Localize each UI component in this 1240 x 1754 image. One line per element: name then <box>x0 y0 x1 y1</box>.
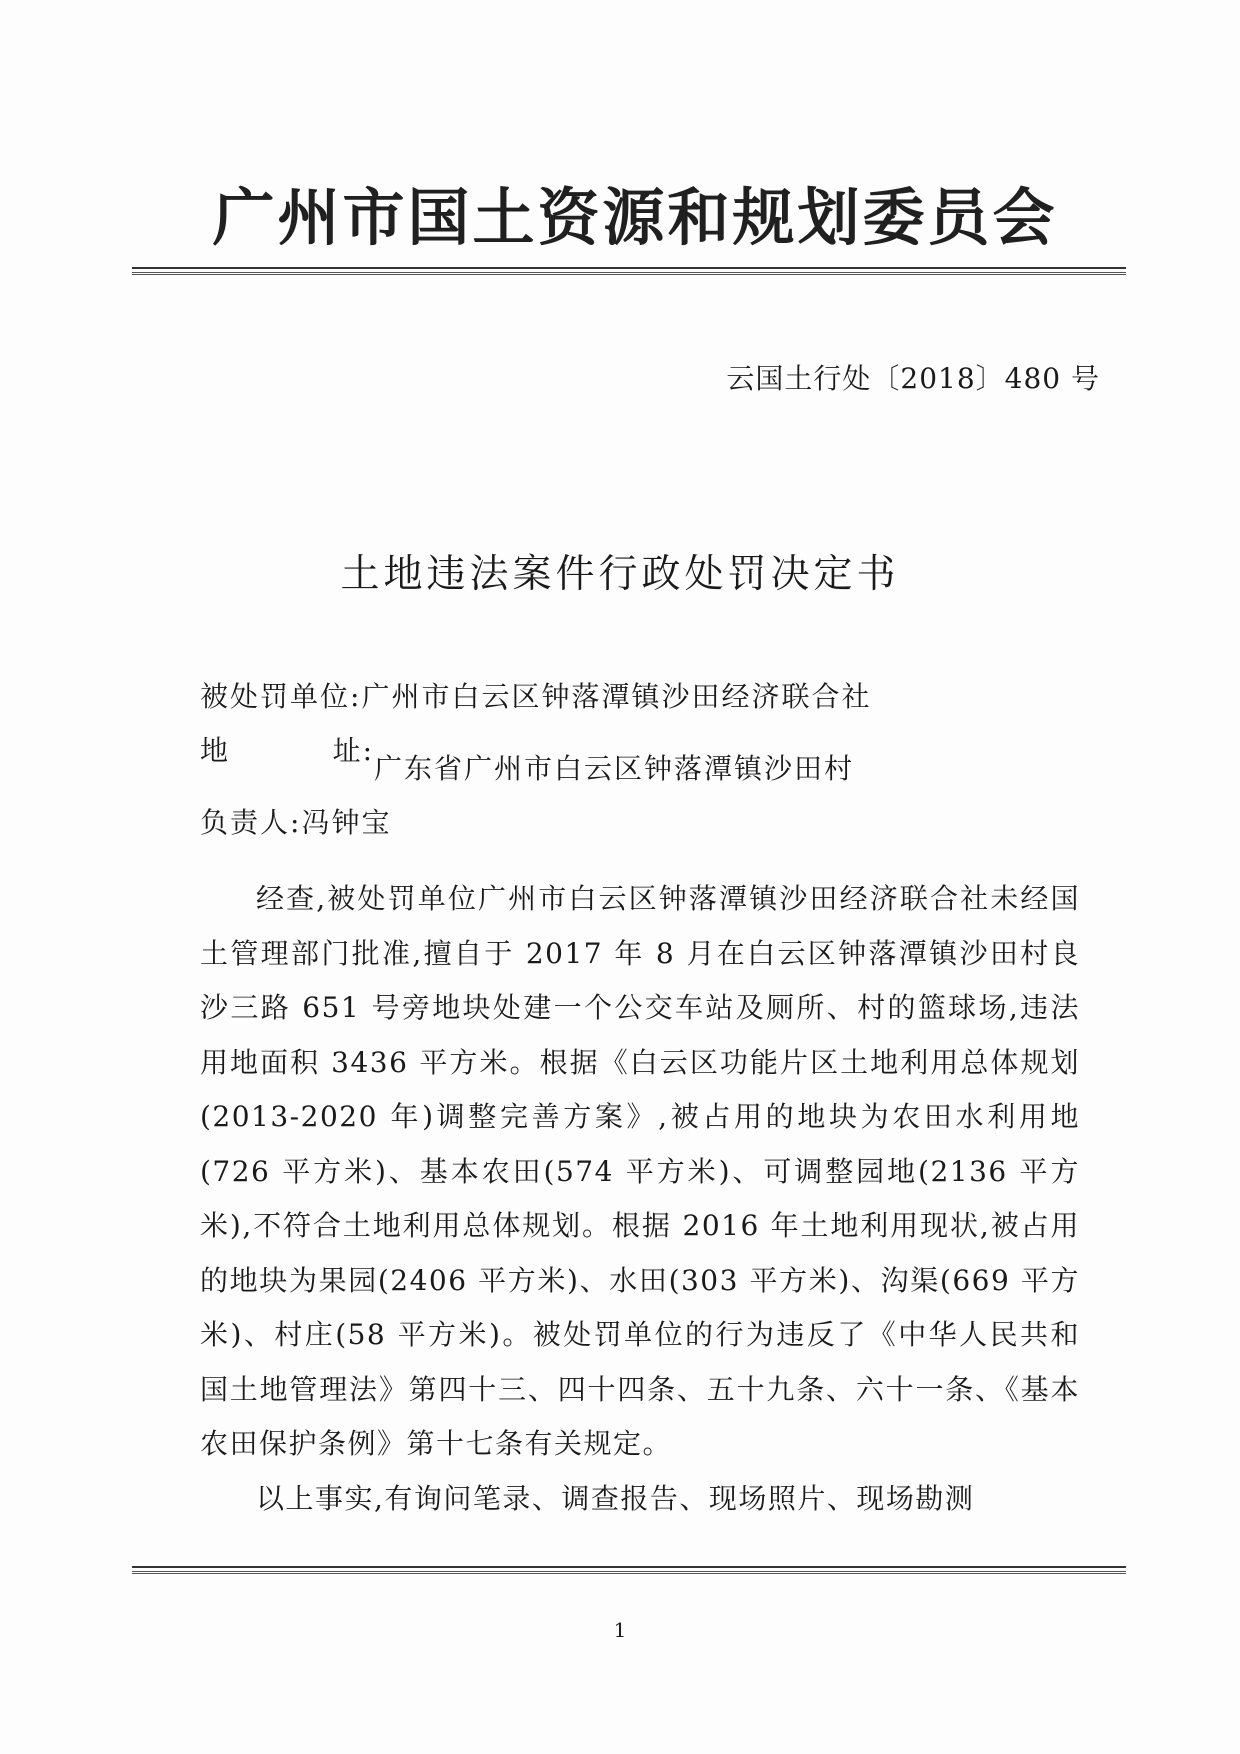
body-text <box>200 872 1080 1526</box>
letterhead-title: 广州市国土资源和规划委员会 <box>212 181 1058 254</box>
document-number: 云国土行处〔2018〕480 号 <box>726 362 1100 395</box>
party-value: 广州市白云区钟落潭镇沙田经济联合社 <box>361 680 872 713</box>
address-label <box>200 724 374 778</box>
address-value: 广东省广州市白云区钟落潭镇沙田村 <box>374 752 855 785</box>
address-label-char1: 地 <box>200 734 231 767</box>
document-title: 土地违法案件行政处罚决定书 <box>340 552 900 597</box>
header-divider <box>132 267 1126 275</box>
party-info <box>200 670 1120 850</box>
responsible-value: 冯钟宝 <box>301 806 392 839</box>
responsible-label: 负责人: <box>200 806 302 839</box>
party-row <box>200 670 1120 724</box>
body-paragraph-2: 以上事实,有询问笔录、调查报告、现场照片、现场勘测 <box>256 1481 975 1515</box>
address-label-char2: 址: <box>332 734 374 767</box>
address-row <box>200 724 1120 796</box>
body-paragraph-1: 经查,被处罚单位广州市白云区钟落潭镇沙田经济联合社未经国土管理部门批准,擅自于 2017 年 8 月在白云区钟落潭镇沙田村良沙三路 651 号旁地块处建一个公交车站及厕所、村的篮球场,违法用地面积 3436 平方米。根据《白云区功能片区土地利用总体规划(2013-2020 年)调整完善方案》,被占用的地块为农田水利用地(726 平方米)、基本农田(574 平方米)、可调整园地(2136 平方米),不符合土地利用总体规划。根据 2016 年土地利用现状,被占用的地块为果园(2406 平方米)、水田(303 平方米)、沟渠(669 平方米)、村庄(58 平方米)。被处罚单位的行为违反了《中华人民共和国土地管理法》第四十三、四十四条、五十九条、六十一条、《基本农田保护条例》第十七条有关规定。 <box>200 882 1080 1460</box>
page-number: 1 <box>613 1618 627 1642</box>
party-label: 被处罚单位: <box>200 680 362 713</box>
footer-divider <box>132 1566 1126 1574</box>
responsible-row <box>200 796 1120 850</box>
